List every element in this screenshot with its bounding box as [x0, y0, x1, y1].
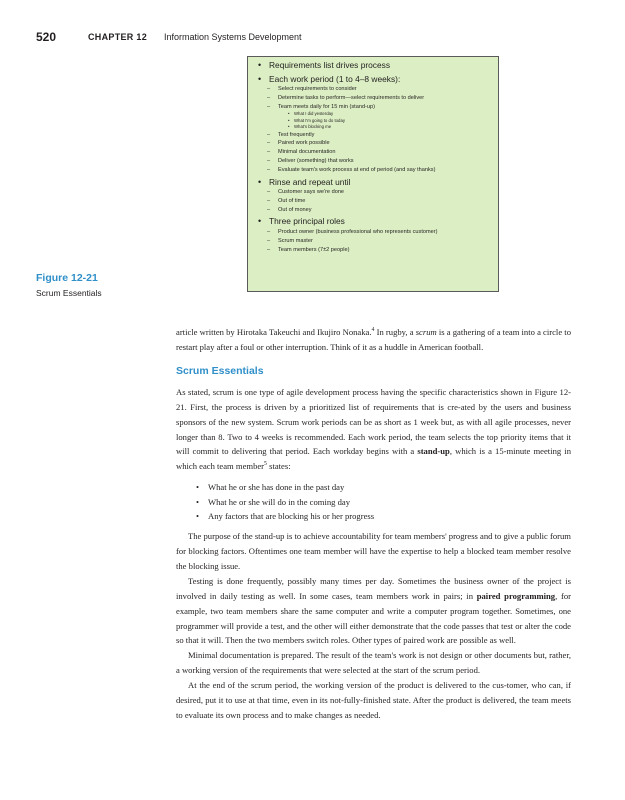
figure-subitem: – Scrum master	[258, 237, 492, 246]
figure-item: • Three principal roles	[258, 216, 492, 228]
paragraph-scrum-overview: As stated, scrum is one type of agile development process having the specific characteristics shown in Figure 12-21. First, the process is driven by a prioritized list of requirements that is cre-ated by the users and business sponsors of the new system. Scrum work periods can be as short as 1 week but, as with all agile processes, never longer than 8. Two to 4 weeks is recommended. Each work period, the team selects the top priority items that it will commit to delivering that period. Each workday begins with a stand-up, which is a 15-minute meeting in which each team member$^5$ states:	[176, 386, 571, 472]
figure-subitem: – Test frequently	[258, 131, 492, 140]
page-number: 520	[36, 30, 57, 44]
chapter-title: Information Systems Development	[164, 32, 302, 42]
figure-subitem: – Team meets daily for 15 min (stand-up)	[258, 103, 492, 112]
figure-subitem: – Select requirements to consider	[258, 85, 492, 94]
list-item: • What he or she has done in the past day	[176, 480, 571, 494]
figure-subsubitem: • What's blocking me	[258, 124, 492, 130]
figure-subitem: – Deliver (something) that works	[258, 157, 492, 166]
figure-subsubitem: • What I'm going to do today	[258, 118, 492, 124]
figure-subsubitem: • What I did yesterday	[258, 111, 492, 117]
standup-bullets	[176, 480, 571, 523]
figure-item: • Each work period (1 to 4–8 weeks):	[258, 74, 492, 86]
figure-subitem: – Customer says we're done	[258, 188, 492, 197]
figure-subitem: – Determine tasks to perform—select requirements to deliver	[258, 94, 492, 103]
body-text	[176, 325, 571, 723]
paragraph-documentation: Minimal documentation is prepared. The result of the team's work is not design or other documents but, rather, a working version of the requirements that were selected at the start of the scrum period.	[176, 650, 571, 676]
paragraph-delivery: At the end of the scrum period, the working version of the product is delivered to the cus-tomer, who can, if desired, put it to use at that time, even in its not-fully-finished state. After the product is delivered, the team meets to evaluate its own process and to make changes as needed.	[176, 680, 571, 721]
figure-item: • Requirements list drives process	[258, 60, 492, 72]
intro-paragraph: article written by Hirotaka Takeuchi and Ikujiro Nonaka.$^4$ In rugby, a scrum is a gathering of a team into a circle to restart play after a foul or other interruption. Think of it as a huddle in American football.	[176, 327, 571, 352]
list-item: • What he or she will do in the coming day	[176, 495, 571, 509]
figure-outline	[258, 60, 492, 254]
figure-item: • Rinse and repeat until	[258, 177, 492, 189]
list-item: • Any factors that are blocking his or her progress	[176, 509, 571, 523]
section-heading: Scrum Essentials	[176, 364, 264, 377]
figure-label: Figure 12-21	[36, 272, 98, 284]
figure-subitem: – Out of time	[258, 197, 492, 206]
figure-subitem: – Minimal documentation	[258, 148, 492, 157]
paragraph-standup-purpose: The purpose of the stand-up is to achieve accountability for team members' progress and to give a public forum for blocking factors. Oftentimes one team member will have the expertise to help a blocked team member resolve the blocking issue.	[176, 531, 571, 571]
figure-subitem: – Team members (7±2 people)	[258, 246, 492, 255]
figure-title: Scrum Essentials	[36, 288, 102, 298]
figure-subitem: – Evaluate team's work process at end of period (and say thanks)	[258, 166, 492, 175]
figure-box	[247, 56, 499, 292]
paragraph-testing: Testing is done frequently, possibly many times per day. Sometimes the business owner of the project is involved in daily testing as well. In some cases, team members work in pairs; in paired programming, for example, two team members share the same computer and write a computer program together. Sometimes, one programmer will provide a test, and the other will either demonstrate that the code passes that test or alter the code so that it will. Then the two members switch roles. Other types of paired work are possible as well.	[176, 575, 572, 646]
figure-subitem: – Product owner (business professional who represents customer)	[258, 228, 492, 237]
term-paired-programming: paired programming	[476, 590, 556, 601]
figure-caption	[36, 272, 102, 299]
term-stand-up: stand-up	[417, 446, 450, 457]
figure-subitem: – Out of money	[258, 206, 492, 215]
figure-subitem: – Paired work possible	[258, 139, 492, 148]
chapter-label: CHAPTER 12	[88, 32, 148, 42]
